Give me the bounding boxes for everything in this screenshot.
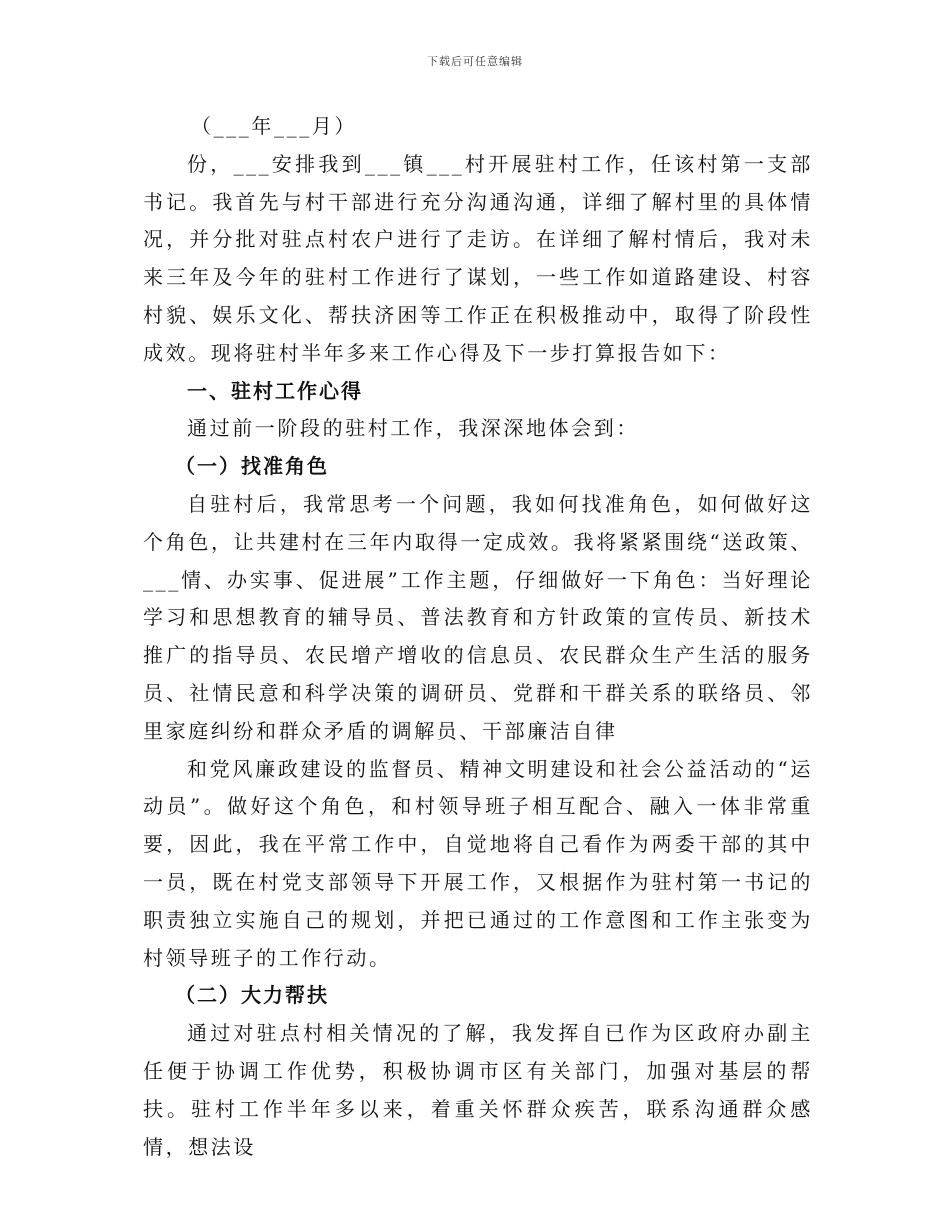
section-intro-paragraph: 通过前一阶段的驻村工作，我深深地体会到： [187, 416, 639, 441]
page-header: 下载后可任意编辑 [427, 55, 523, 68]
role-paragraph-1: 自驻村后，我常思考一个问题，我如何找准角色，如何做好这个角色，让共建村在三年内取得一定成效。我将紧紧围绕“送政策、___情、办实事、促进展”工作主题，仔细做好一下角色：当好理论学习和思想教育的辅导员、普法教育和方针政策的宣传员、新技术推广的指导员、农民增产增收的信息员、农民群众生产生活的服务员、社情民意和科学决策的调研员、党群和干群关系的联络员、邻里家庭纠纷和群众矛盾的调解员、干部廉洁自律 [143, 491, 813, 743]
date-line: （___年___月） [191, 114, 357, 138]
subsection-heading-role: （一）找准角色 [175, 454, 329, 479]
support-paragraph: 通过对驻点村相关情况的了解，我发挥自已作为区政府办副主任便于协调工作优势，积极协调市区有关部门，加强对基层的帮扶。驻村工作半年多以来，着重关怀群众疾苦，联系沟通群众感情，想法设 [143, 1021, 813, 1159]
document-body [143, 108, 813, 1166]
role-paragraph-2: 和党风廉政建设的监督员、精神文明建设和社会公益活动的“运动员”。做好这个角色，和村领导班子相互配合、融入一体非常重要，因此，我在平常工作中，自觉地将自己看作为两委干部的其中一员，既在村党支部领导下开展工作，又根据作为驻村第一书记的职责独立实施自己的规划，并把已通过的工作意图和工作主张变为村领导班子的工作行动。 [143, 756, 813, 970]
subsection-heading-support: （二）大力帮扶 [175, 983, 329, 1008]
section-heading: 一、驻村工作心得 [187, 378, 363, 403]
intro-paragraph: 份，___安排我到___镇___村开展驻村工作，任该村第一支部书记。我首先与村干部进行充分沟通沟通，详细了解村里的具体情况，并分批对驻点村农户进行了走访。在详细了解村情后，我对未来三年及今年的驻村工作进行了谋划，一些工作如道路建设、村容村貌、娱乐文化、帮扶济困等工作正在积极推动中，取得了阶段性成效。现将驻村半年多来工作心得及下一步打算报告如下： [143, 151, 813, 365]
